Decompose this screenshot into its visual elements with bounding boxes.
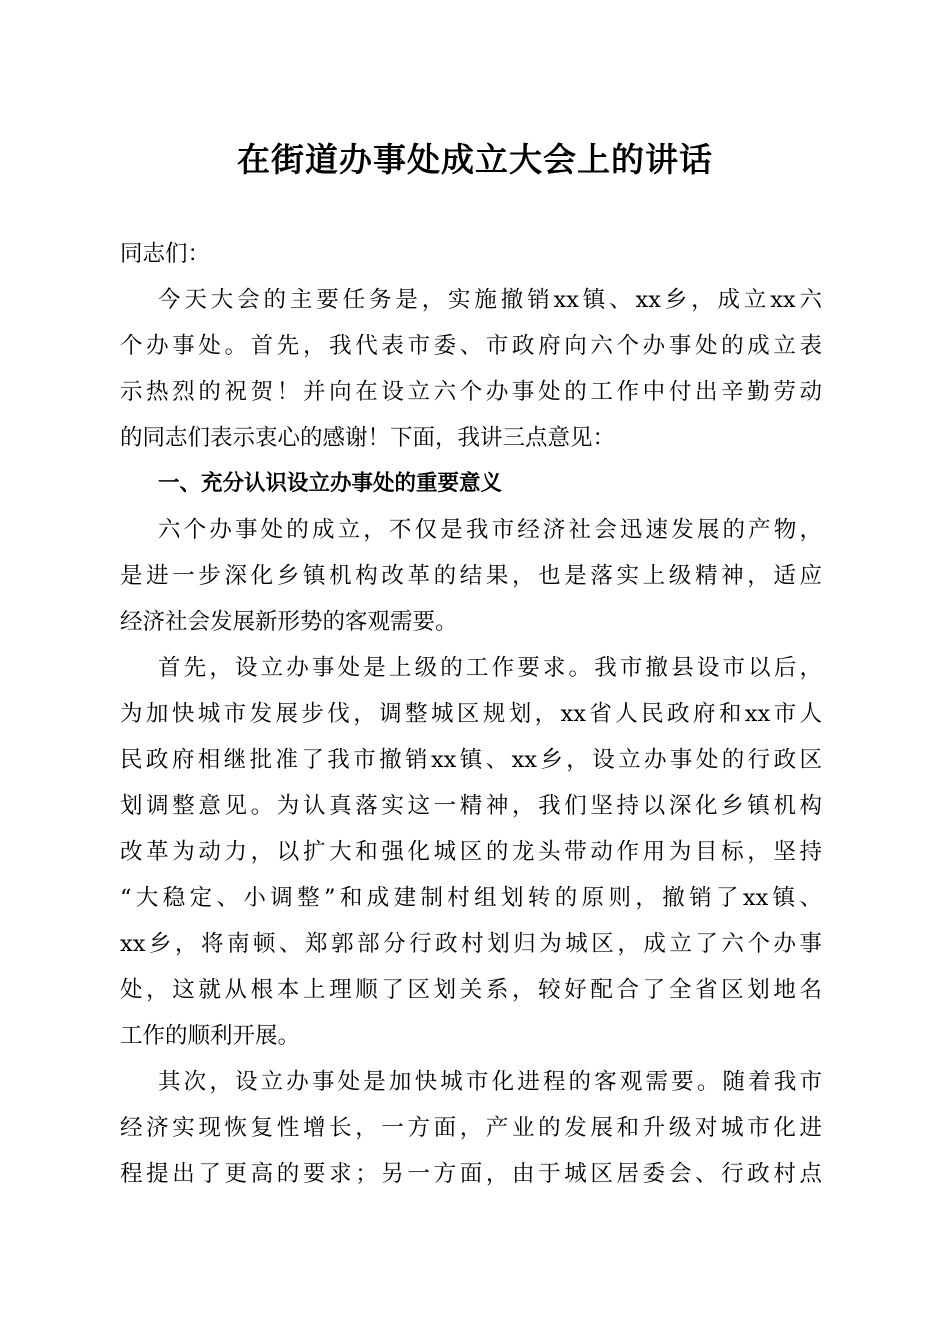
document-title: 在街道办事处成立大会上的讲话 [237,140,713,179]
paragraph-line: 划调整意见。为认真落实这一精神，我们坚持以深化乡镇机构 [120,793,822,819]
paragraph-line: 工作的顺利开展。 [120,1023,301,1049]
paragraph-line: 示热烈的祝贺！并向在设立六个办事处的工作中付出辛勤劳动 [120,379,822,405]
paragraph-line: 六个办事处的成立，不仅是我市经济社会迅速发展的产物， [158,517,822,543]
paragraph-line: 今天大会的主要任务是，实施撤销xx镇、xx乡，成立xx六 [158,287,822,313]
paragraph-line: 是进一步深化乡镇机构改革的结果，也是落实上级精神，适应 [120,563,822,589]
paragraph-line: 的同志们表示衷心的感谢！下面，我讲三点意见： [120,425,616,451]
paragraph-line: 经济社会发展新形势的客观需要。 [120,609,458,635]
paragraph-line: xx乡，将南顿、郑郭部分行政村划归为城区，成立了六个办事 [120,931,822,957]
paragraph-line: 其次，设立办事处是加快城市化进程的客观需要。随着我市 [158,1069,822,1095]
section-heading: 一、充分认识设立办事处的重要意义 [158,471,503,496]
paragraph-line: 处，这就从根本上理顺了区划关系，较好配合了全省区划地名 [120,977,822,1003]
paragraph-line: 为加快城市发展步伐，调整城区规划，xx省人民政府和xx市人 [120,701,822,727]
paragraph-line: 改革为动力，以扩大和强化城区的龙头带动作用为目标，坚持 [120,839,822,865]
paragraph-line: 民政府相继批准了我市撤销xx镇、xx乡，设立办事处的行政区 [120,747,822,773]
paragraph-line: “大稳定、小调整”和成建制村组划转的原则，撤销了xx镇、 [120,885,822,911]
salutation: 同志们： [120,241,211,267]
paragraph-line: 个办事处。首先，我代表市委、市政府向六个办事处的成立表 [120,333,822,359]
paragraph-line: 经济实现恢复性增长，一方面，产业的发展和升级对城市化进 [120,1115,822,1141]
paragraph-line: 首先，设立办事处是上级的工作要求。我市撤县设市以后， [158,655,822,681]
document-body [120,231,822,1197]
paragraph-line: 程提出了更高的要求；另一方面，由于城区居委会、行政村点 [120,1161,822,1187]
